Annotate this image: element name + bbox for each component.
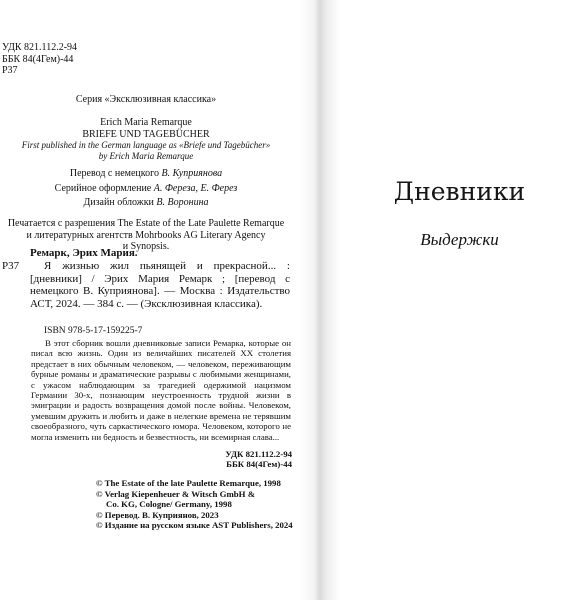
permission-line: Печатается с разрешения The Estate of the Late Paulette Remarque: [7, 218, 285, 229]
udk-code: УДК 821.112.2-94: [225, 449, 292, 459]
book-abstract: В этот сборник вошли дневниковые записи Ремарка, которые он писал всю жизнь. Один из величайших писателей XX столетия предстает в них обычным человеком, — человеком, переживающим бурные романы и драматические разрывы с любимыми женщинами, с ужасом наблюдающим за трагедией одержимой нацизмом Германии 30-х, познающим неустроенность трудной жизни в эмиграции и радость возвращения домой после войны. Человеком, умевшим дружить и любить и даже в нелегкие времена не терявшим своеобразного, чуть саркастического юмора. Человеком, которого не могла изменить ни бедность и безвестность, ни всемирная слава...: [31, 338, 291, 442]
first-published-line: by Erich Maria Remarque: [98, 150, 194, 161]
bbk-code: ББК 84(4Гем)-44: [2, 53, 74, 65]
credit-name: В. Куприянова: [161, 168, 223, 179]
original-title: BRIEFE UND TAGEBÜCHER: [82, 128, 210, 140]
series-line: [0, 94, 292, 106]
first-published-line: First published in the German language as «Briefe und Tagebücher»: [21, 140, 271, 150]
copyright-line: © The Estate of the late Paulette Remarque, 1998: [96, 478, 281, 488]
catalog-entry: Я жизнью жил пьянящей и прекрасной... : [дневники] / Эрих Мария Ремарк ; [перевод с немецкого В. Куприянова]. — Москва : Издательство АСТ, 2024. — 384 с. — (Эксклюзивная классика).: [30, 260, 290, 310]
credits: [0, 168, 292, 212]
isbn: ISBN 978-5-17-159225-7: [44, 326, 143, 336]
permission-line: и литературных агентств Mohrbooks AG Literary Agency: [26, 229, 266, 241]
catalog-author: Ремарк, Эрих Мария.: [30, 247, 138, 259]
series-name: Серия «Эксклюзивная классика»: [75, 94, 217, 105]
author-mark: Р37: [2, 65, 18, 76]
title-page: [340, 0, 579, 600]
credit-label: Перевод с немецкого: [69, 168, 162, 179]
credit-label: Дизайн обложки: [83, 197, 157, 208]
first-published-note: [0, 140, 292, 161]
credit-translation: [0, 168, 292, 180]
credit-series-design: [0, 183, 292, 195]
credit-label: Серийное оформление: [54, 182, 154, 194]
copyright-notices: [96, 478, 293, 531]
classification-codes-top: [2, 42, 77, 77]
copyright-line: © Перевод. В. Куприянов, 2023: [96, 509, 219, 520]
copyright-line: © Издание на русском языке AST Publishers, 2024: [96, 520, 293, 530]
original-edition: [0, 117, 292, 140]
original-author: Erich Maria Remarque: [100, 117, 192, 128]
book-subtitle: Выдержки: [420, 230, 499, 249]
credit-name: А. Фереза, Е. Ферез: [153, 182, 238, 194]
permission-line: и Synopsis.: [122, 241, 170, 252]
book-title: Дневники: [393, 177, 526, 206]
copyright-line: © Verlag Kiepenheuer & Witsch GmbH &: [96, 488, 256, 499]
copyright-line: Co. KG, Cologne/ Germany, 1998: [106, 499, 232, 509]
credit-cover-design: [0, 197, 292, 209]
classification-codes-bottom: [0, 449, 292, 470]
book-gutter: [300, 0, 340, 600]
udk-code: УДК 821.112.2-94: [2, 42, 78, 53]
catalog-code: Р37: [2, 260, 20, 272]
credit-name: В. Воронина: [156, 197, 209, 208]
bbk-code: ББК 84(4Гем)-44: [226, 459, 292, 470]
